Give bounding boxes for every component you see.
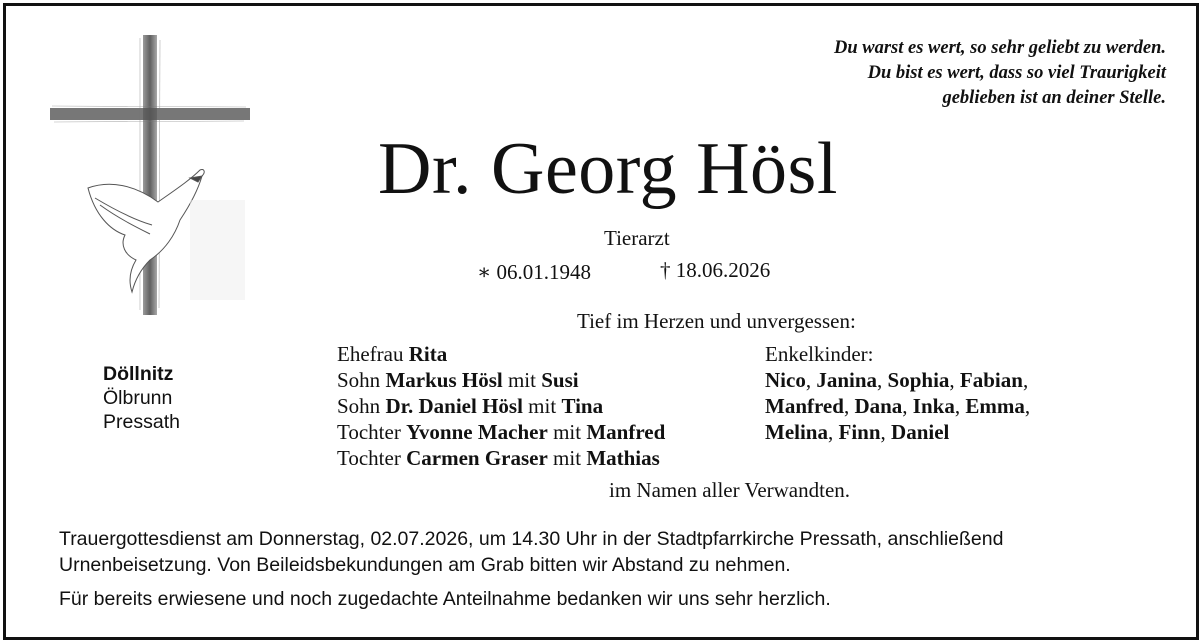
grandchildren-row: Nico, Janina, Sophia, Fabian,	[765, 368, 1029, 392]
place-3: Pressath	[103, 411, 180, 433]
cross-with-dove-icon	[40, 30, 260, 320]
service-info: Trauergottesdienst am Donnerstag, 02.07.2026, um 14.30 Uhr in der Stadtpfarrkirche Pressath, anschließend Urnenbeisetzung. Von Beileidsbekundungen am Grab bitten wir Abstand zu nehmen.	[59, 528, 1004, 576]
quote	[834, 36, 1166, 111]
place-2: Ölbrunn	[103, 387, 173, 409]
grandchildren	[765, 341, 1030, 445]
grandchildren-row: Melina, Finn, Daniel	[765, 420, 950, 444]
thanks-line: Für bereits erwiesene und noch zugedachte Anteilnahme bedanken wir uns sehr herzlich.	[59, 588, 831, 610]
intro-line: Tief im Herzen und unvergessen:	[577, 309, 856, 333]
family-member: Sohn Markus Hösl mit Susi	[337, 368, 579, 392]
profession: Tierarzt	[604, 226, 670, 250]
grandchildren-row: Manfred, Dana, Inka, Emma,	[765, 394, 1031, 418]
family-member: Tochter Carmen Graser mit Mathias	[337, 446, 660, 470]
places	[103, 362, 180, 434]
died-value: 18.06.2026	[675, 258, 771, 282]
relatives-line: im Namen aller Verwandten.	[609, 478, 851, 502]
born-value: 06.01.1948	[496, 260, 592, 284]
quote-line-2: Du bist es wert, dass so viel Traurigkeit	[867, 63, 1166, 83]
death-date	[660, 258, 770, 283]
birth-date	[477, 260, 591, 285]
grandchildren-label: Enkelkinder:	[765, 342, 874, 366]
place-1: Döllnitz	[103, 363, 174, 385]
family-list	[337, 341, 665, 471]
deceased-name: Dr. Georg Hösl	[378, 128, 838, 210]
family-member: Tochter Yvonne Macher mit Manfred	[337, 420, 666, 444]
born-symbol: ∗	[477, 260, 492, 284]
quote-line-1: Du warst es wert, so sehr geliebt zu werden.	[833, 38, 1166, 58]
family-member: Ehefrau Rita	[337, 342, 448, 366]
quote-line-3: geblieben ist an deiner Stelle.	[942, 88, 1166, 108]
family-member: Sohn Dr. Daniel Hösl mit Tina	[337, 394, 604, 418]
died-symbol: †	[660, 258, 671, 282]
